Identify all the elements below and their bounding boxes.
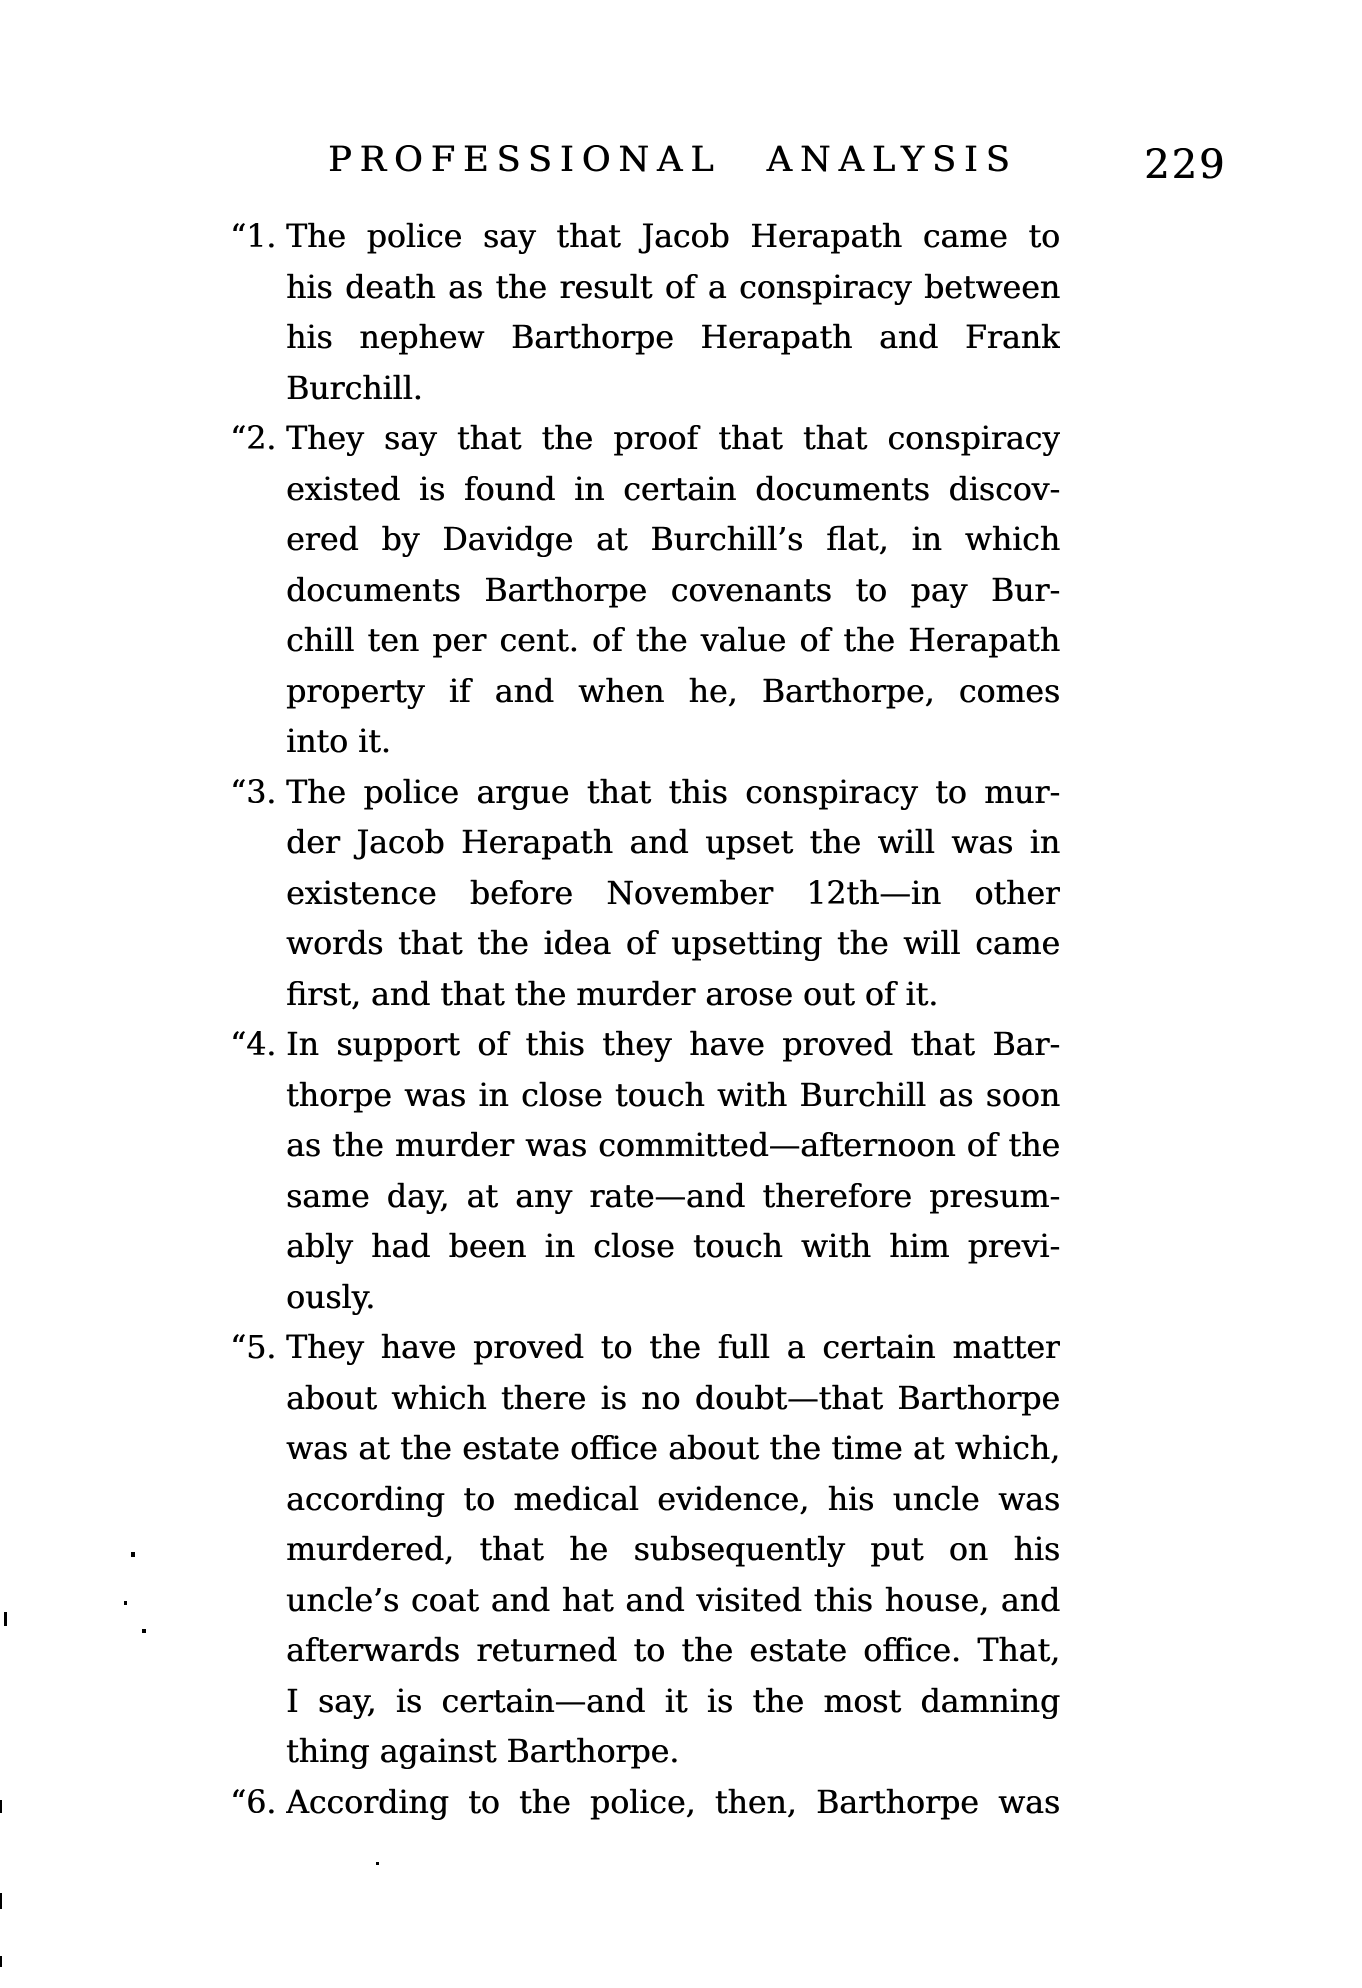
text-line: They say that the proof that that conspiracy	[286, 421, 1060, 457]
item-number: “4.	[230, 1027, 277, 1063]
item-number: “5.	[230, 1330, 277, 1366]
text-line: about which there is no doubt—that Barthorpe	[286, 1380, 1060, 1417]
scan-speck	[124, 1601, 127, 1605]
text-line: murdered, that he subsequently put on his	[286, 1532, 1060, 1568]
text-line: existed is found in certain documents discov-	[286, 471, 1060, 508]
text-line: der Jacob Herapath and upset the will was in	[286, 825, 1060, 861]
analysis-list	[230, 212, 1060, 1828]
text-line: ably had been in close touch with him previ-	[286, 1229, 1060, 1265]
list-item	[230, 768, 1060, 1021]
list-item	[230, 414, 1060, 768]
list-item	[230, 1778, 1060, 1829]
list-item	[230, 1323, 1060, 1778]
page-number: 229	[1144, 142, 1227, 188]
text-line: In support of this they have proved that Bar-	[286, 1027, 1060, 1063]
text-line: same day, at any rate—and therefore presum-	[286, 1178, 1060, 1215]
text-line: into it.	[286, 724, 391, 760]
text-line: ously.	[286, 1279, 376, 1316]
text-line: property if and when he, Barthorpe, comes	[286, 673, 1060, 710]
scan-speck	[0, 1956, 2, 1967]
text-line: The police argue that this conspiracy to mur-	[286, 774, 1060, 811]
text-line: They have proved to the full a certain matter	[286, 1330, 1060, 1366]
item-number: “6.	[230, 1784, 277, 1821]
text-line: thing against Barthorpe.	[286, 1734, 680, 1770]
text-line: was at the estate office about the time at which,	[286, 1431, 1060, 1467]
text-line: first, and that the murder arose out of it.	[286, 976, 939, 1013]
scan-speck	[0, 1893, 2, 1909]
text-line: chill ten per cent. of the value of the Herapath	[286, 623, 1060, 659]
item-number: “3.	[230, 774, 277, 811]
text-line: Burchill.	[286, 370, 423, 407]
text-line: afterwards returned to the estate office. That,	[286, 1633, 1060, 1669]
text-line: as the murder was committed—afternoon of the	[286, 1128, 1060, 1164]
text-line: words that the idea of upsetting the will came	[286, 926, 1060, 962]
scan-speck	[4, 1612, 7, 1626]
text-line: his death as the result of a conspiracy between	[286, 269, 1060, 306]
text-line: I say, is certain—and it is the most damning	[286, 1683, 1060, 1720]
text-line: documents Barthorpe covenants to pay Bur-	[286, 572, 1060, 609]
text-line: uncle’s coat and hat and visited this house, and	[286, 1582, 1060, 1619]
text-line: ered by Davidge at Burchill’s flat, in which	[286, 522, 1060, 558]
text-line: thorpe was in close touch with Burchill as soon	[286, 1077, 1060, 1114]
scan-speck	[142, 1629, 146, 1633]
text-line: existence before November 12th—in other	[286, 875, 1060, 912]
text-line: According to the police, then, Barthorpe was	[286, 1784, 1060, 1821]
scan-speck	[0, 1800, 2, 1813]
item-number: “2.	[230, 421, 277, 457]
text-line: according to medical evidence, his uncle was	[286, 1481, 1060, 1518]
scan-speck	[376, 1862, 379, 1865]
text-line: The police say that Jacob Herapath came to	[286, 219, 1060, 255]
scan-speck	[131, 1552, 135, 1557]
running-title: PROFESSIONAL ANALYSIS	[328, 140, 1018, 180]
item-number: “1.	[230, 219, 277, 255]
list-item	[230, 1020, 1060, 1323]
text-line: his nephew Barthorpe Herapath and Frank	[286, 320, 1060, 356]
list-item	[230, 212, 1060, 414]
